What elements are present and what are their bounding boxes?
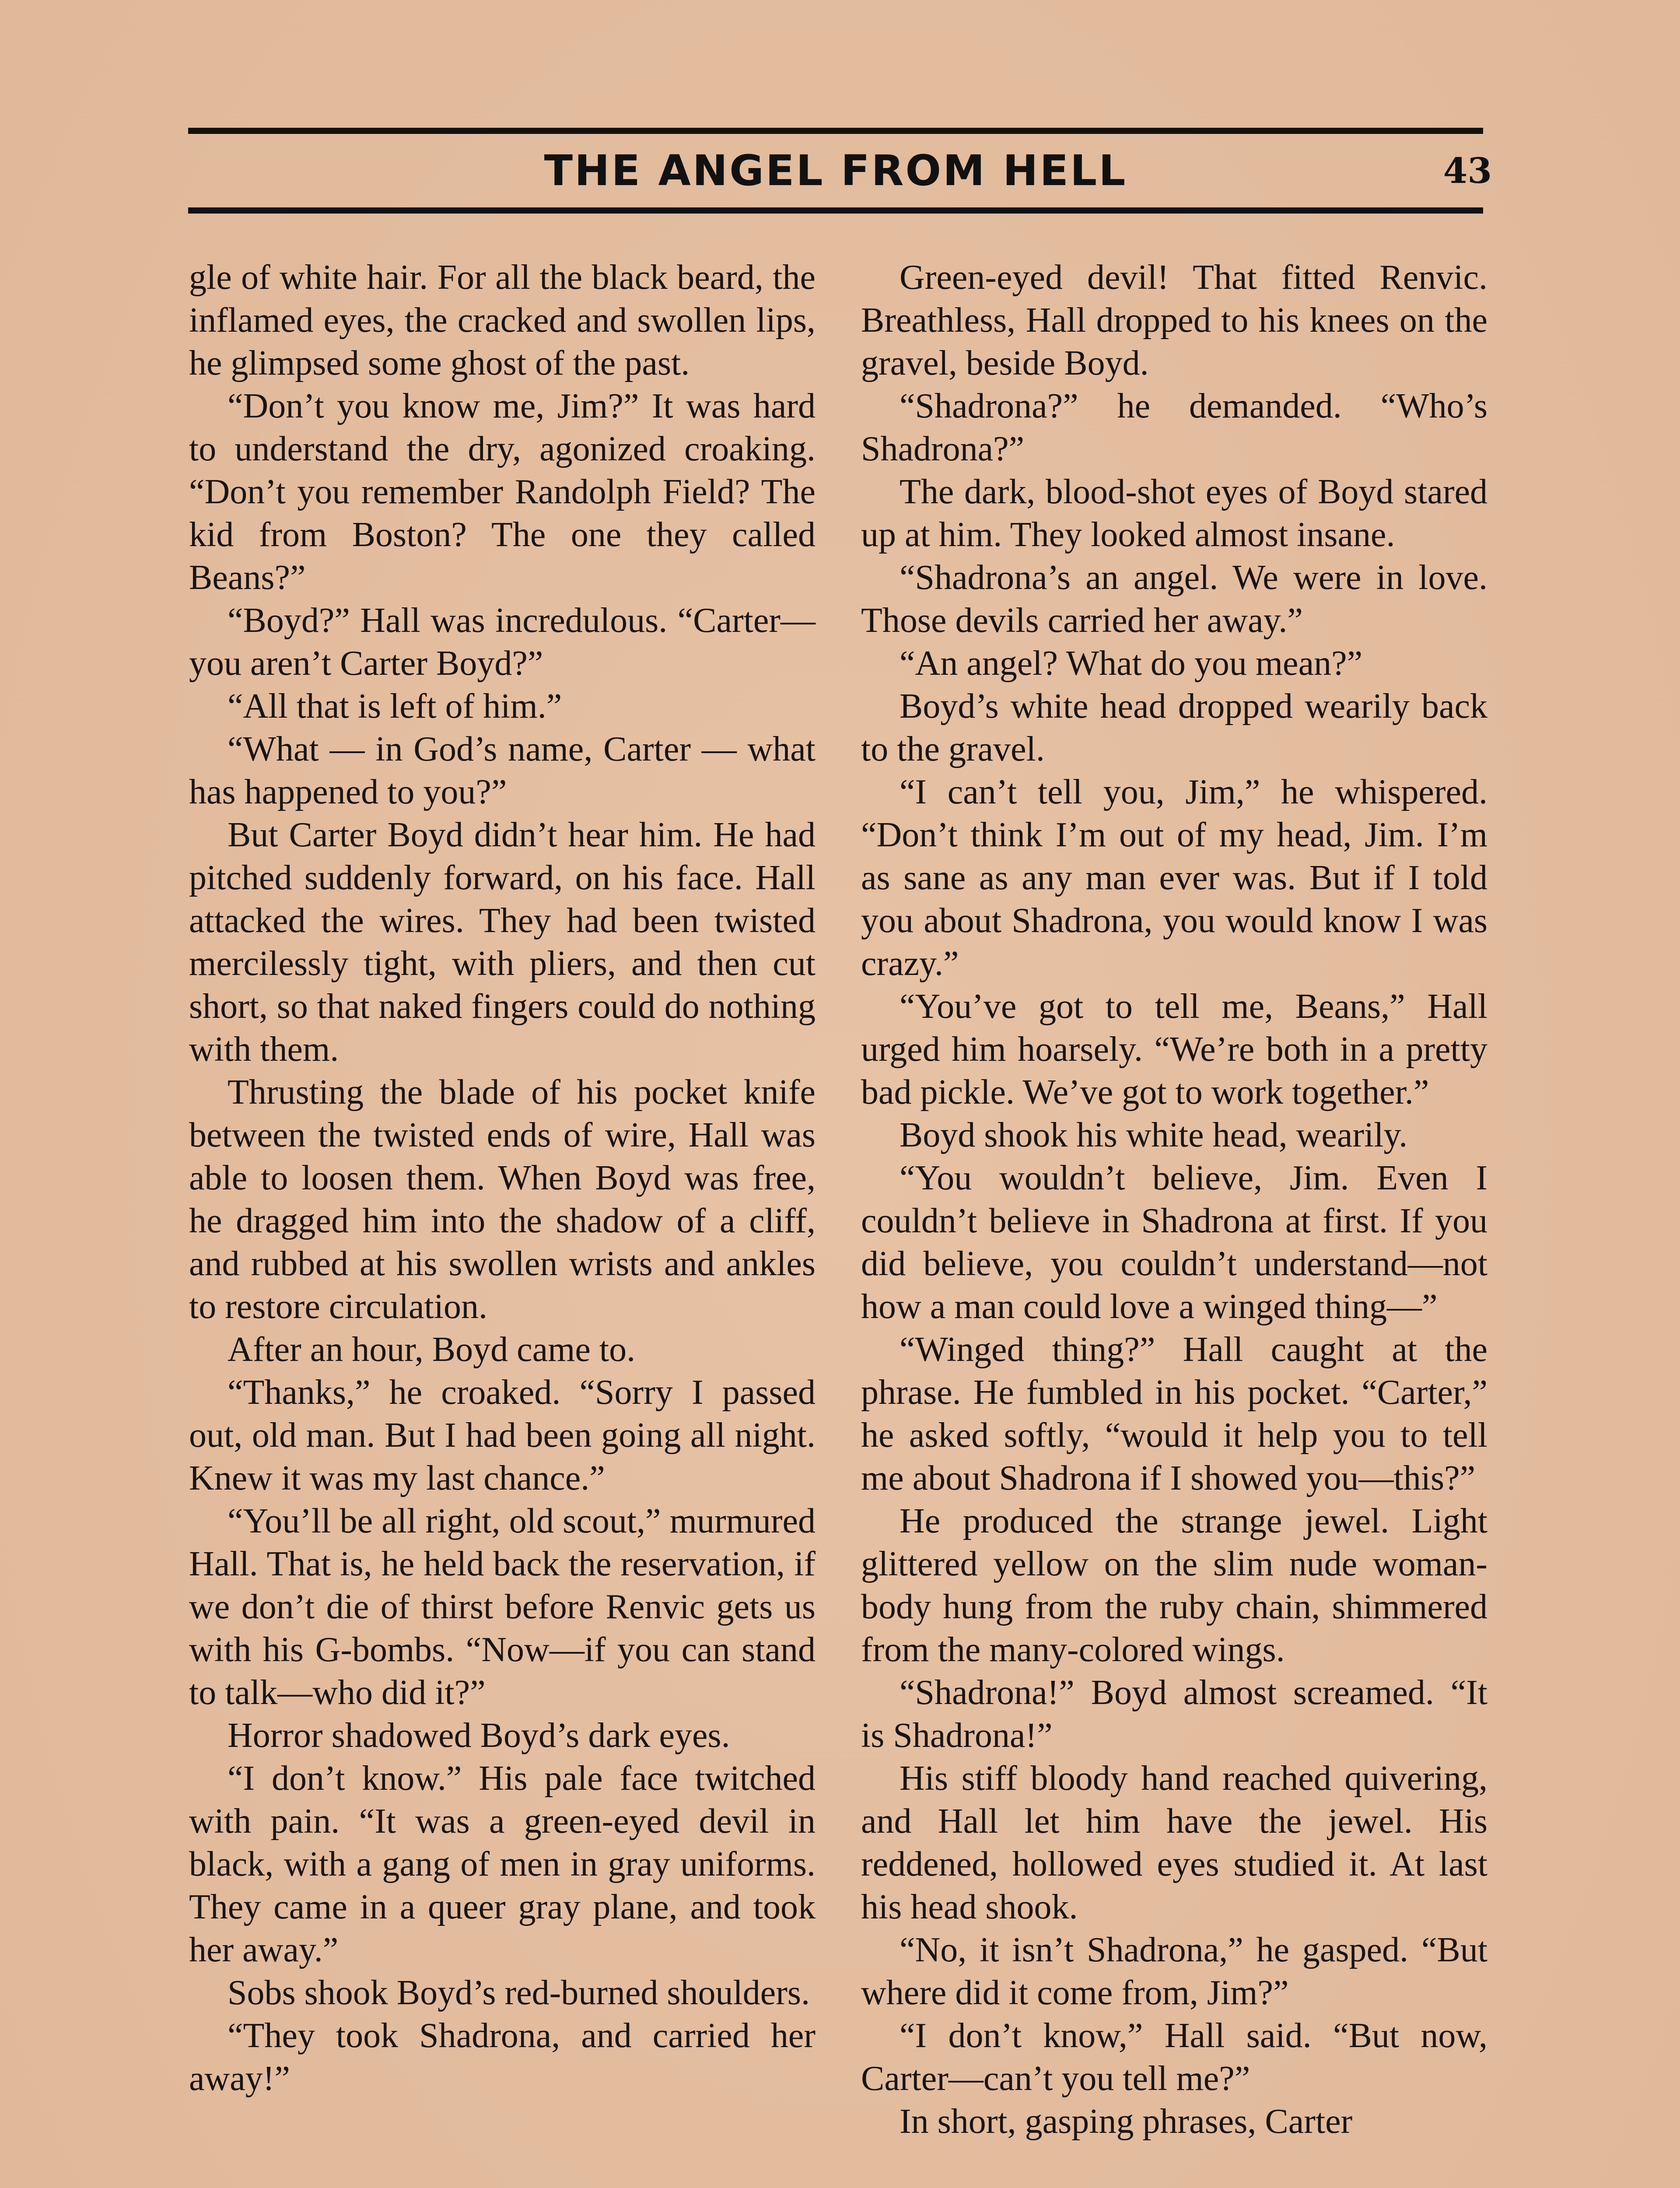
running-title: THE ANGEL FROM HELL xyxy=(544,146,1127,195)
header-rule-top xyxy=(188,128,1483,134)
paragraph: But Carter Boyd didn’t hear him. He had pitched suddenly forward, on his face. Hall attacked the wires. They had been twisted mercilessly tight, with pliers, and then cut short, so that naked fingers could do nothing with them. xyxy=(189,816,816,1069)
paragraph: The dark, blood-shot eyes of Boyd stared up at him. They looked almost insane. xyxy=(861,473,1488,554)
paragraph: “I don’t know,” Hall said. “But now, Carter—can’t you tell me?” xyxy=(861,2016,1488,2098)
paragraph: “Don’t you know me, Jim?” It was hard to understand the dry, agonized croaking. “Don’t you remember Randolph Field? The kid from Boston? The one they called Beans?” xyxy=(189,387,816,597)
text-column-left xyxy=(189,256,816,2100)
paragraph: He produced the strange jewel. Light glittered yellow on the slim nude woman-body hung from the ruby chain, shimmered from the many-colored wings. xyxy=(861,1502,1488,1669)
paragraph: Horror shadowed Boyd’s dark eyes. xyxy=(228,1716,730,1755)
paragraph: “Thanks,” he croaked. “Sorry I passed out, old man. But I had been going all night. Knew it was my last chance.” xyxy=(189,1373,816,1497)
paragraph: Sobs shook Boyd’s red-burned shoulders. xyxy=(228,1974,810,2012)
paragraph: “No, it isn’t Shadrona,” he gasped. “But where did it come from, Jim?” xyxy=(861,1931,1488,2012)
page-number: 43 xyxy=(1443,150,1492,191)
paragraph: In short, gasping phrases, Carter xyxy=(900,2102,1353,2141)
paragraph: “All that is left of him.” xyxy=(228,687,562,726)
paragraph: “Boyd?” Hall was incredulous. “Carter—you aren’t Carter Boyd?” xyxy=(189,601,816,683)
paragraph: “You’ll be all right, old scout,” murmured Hall. That is, he held back the reservation, if we don’t die of thirst before Renvic gets us with his G-bombs. “Now—if you can stand to talk—who did it?” xyxy=(189,1502,816,1712)
paragraph: “You’ve got to tell me, Beans,” Hall urged him hoarsely. “We’re both in a pretty bad pickle. We’ve got to work together.” xyxy=(861,987,1488,1112)
paragraph: “I don’t know.” His pale face twitched with pain. “It was a green-eyed devil in black, with a gang of men in gray uniforms. They came in a queer gray plane, and took her away.” xyxy=(189,1759,816,1969)
paragraph: “Shadrona?” he demanded. “Who’s Shadrona?” xyxy=(861,387,1488,468)
header-rule-bottom xyxy=(188,207,1483,214)
paragraph: Boyd shook his white head, wearily. xyxy=(900,1116,1408,1154)
paragraph: gle of white hair. For all the black beard, the inflamed eyes, the cracked and swollen lips, he glimpsed some ghost of the past. xyxy=(189,258,816,382)
paragraph: Thrusting the blade of his pocket knife between the twisted ends of wire, Hall was able to loosen them. When Boyd was free, he dragged him into the shadow of a cliff, and rubbed at his swollen wrists and ankles to restore circulation. xyxy=(189,1073,816,1326)
paragraph: “Shadrona’s an angel. We were in love. Those devils carried her away.” xyxy=(861,558,1488,640)
paragraph: “Winged thing?” Hall caught at the phrase. He fumbled in his pocket. “Carter,” he asked softly, “would it help you to tell me about Shadrona if I showed you—this?” xyxy=(861,1330,1488,1497)
paragraph: Boyd’s white head dropped wearily back to the gravel. xyxy=(861,687,1488,768)
text-column-right xyxy=(861,256,1488,2143)
paragraph: “Shadrona!” Boyd almost screamed. “It is Shadrona!” xyxy=(861,1673,1488,1755)
paragraph: “I can’t tell you, Jim,” he whispered. “Don’t think I’m out of my head, Jim. I’m as sane as any man ever was. But if I told you about Shadrona, you would know I was crazy.” xyxy=(861,773,1488,983)
paragraph: “They took Shadrona, and carried her away!” xyxy=(189,2016,816,2098)
paragraph: “You wouldn’t believe, Jim. Even I couldn’t believe in Shadrona at first. If you did believe, you couldn’t understand—not how a man could love a winged thing—” xyxy=(861,1159,1488,1326)
paragraph: After an hour, Boyd came to. xyxy=(228,1330,636,1369)
paragraph: “What — in God’s name, Carter — what has happened to you?” xyxy=(189,730,816,811)
paragraph: “An angel? What do you mean?” xyxy=(900,644,1363,683)
paragraph: His stiff bloody hand reached quivering, and Hall let him have the jewel. His reddened, hollowed eyes studied it. At last his head shook. xyxy=(861,1759,1488,1926)
paragraph: Green-eyed devil! That fitted Renvic. Breathless, Hall dropped to his knees on the gravel, beside Boyd. xyxy=(861,258,1488,382)
